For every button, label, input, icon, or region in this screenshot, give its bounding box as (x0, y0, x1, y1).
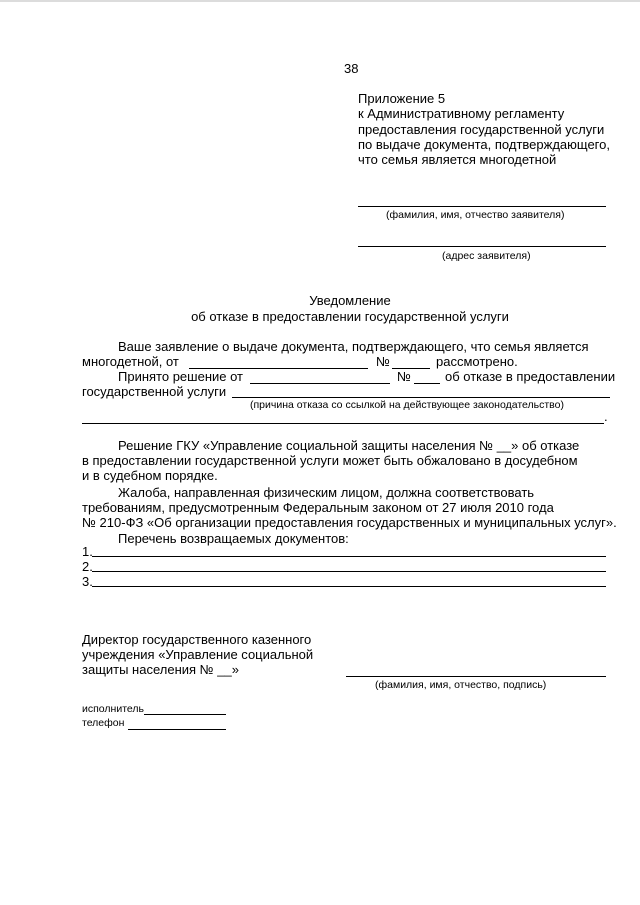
phone-label: телефон (82, 717, 125, 729)
p1-line-2-start: многодетной, от (82, 354, 179, 369)
applicant-address-caption: (адрес заявителя) (442, 250, 531, 262)
signature-line-3: защиты населения № __» (82, 662, 239, 677)
phone-field[interactable] (128, 729, 226, 730)
p2-line-2: государственной услуги (82, 384, 227, 399)
appendix-line-4: по выдаче документа, подтверждающего, (358, 137, 610, 152)
p2-number-sign: № (397, 369, 411, 384)
page-number: 38 (344, 61, 359, 76)
p1-number-sign: № (376, 354, 390, 369)
appendix-line-5: что семья является многодетной (358, 152, 557, 167)
appendix-line-2: к Административному регламенту (358, 106, 565, 121)
list-item-3-number: 3. (82, 574, 93, 589)
p3-line-2: в предоставлении государственной услуги может быть обжаловано в досудебном (82, 453, 578, 468)
appendix-line-1: Приложение 5 (358, 91, 446, 106)
page-top-edge (0, 0, 640, 2)
refusal-reason-line-2[interactable] (82, 423, 604, 424)
list-item-2-number: 2. (82, 559, 93, 574)
applicant-name-line[interactable] (358, 206, 606, 207)
list-item-1-number: 1. (82, 544, 93, 559)
list-item-1-field[interactable] (92, 556, 606, 557)
list-item-2-field[interactable] (92, 571, 606, 572)
executor-field[interactable] (144, 714, 226, 715)
p4-line-2: требованиям, предусмотренным Федеральным законом от 27 июля 2010 года (82, 500, 554, 515)
p3-line-1: Решение ГКУ «Управление социальной защиты населения № __» об отказе (118, 438, 580, 453)
p1-line-2-end: рассмотрено. (436, 354, 518, 369)
signature-caption: (фамилия, имя, отчество, подпись) (375, 679, 547, 691)
executor-label: исполнитель (82, 703, 144, 715)
p2-line-1-start: Принято решение от (118, 369, 244, 384)
applicant-name-caption: (фамилия, имя, отчество заявителя) (386, 209, 565, 221)
returned-documents-heading: Перечень возвращаемых документов: (118, 531, 349, 546)
notice-title: Уведомление (309, 293, 391, 308)
refusal-reason-caption: (причина отказа со ссылкой на действующее законодательство) (250, 399, 564, 411)
signature-line-1: Директор государственного казенного (82, 632, 312, 647)
signature-line-2: учреждения «Управление социальной (82, 647, 314, 662)
decision-date-field[interactable] (250, 383, 390, 384)
p3-line-3: и в судебном порядке. (82, 468, 218, 483)
refusal-reason-line-1[interactable] (232, 397, 610, 398)
p4-line-3: № 210-ФЗ «Об организации предоставления государственных и муниципальных услуг». (82, 515, 617, 530)
decision-number-field[interactable] (414, 383, 440, 384)
appendix-line-3: предоставления государственной услуги (358, 122, 605, 137)
refusal-reason-dot: . (604, 409, 608, 424)
p4-line-1: Жалоба, направленная физическим лицом, должна соответствовать (118, 485, 535, 500)
p2-line-1-end: об отказе в предоставлении (445, 369, 616, 384)
list-item-3-field[interactable] (92, 586, 606, 587)
signature-field[interactable] (346, 676, 606, 677)
applicant-address-line[interactable] (358, 246, 606, 247)
notice-subtitle: об отказе в предоставлении государственной услуги (191, 309, 509, 324)
p1-line-1: Ваше заявление о выдаче документа, подтверждающего, что семья является (118, 339, 589, 354)
